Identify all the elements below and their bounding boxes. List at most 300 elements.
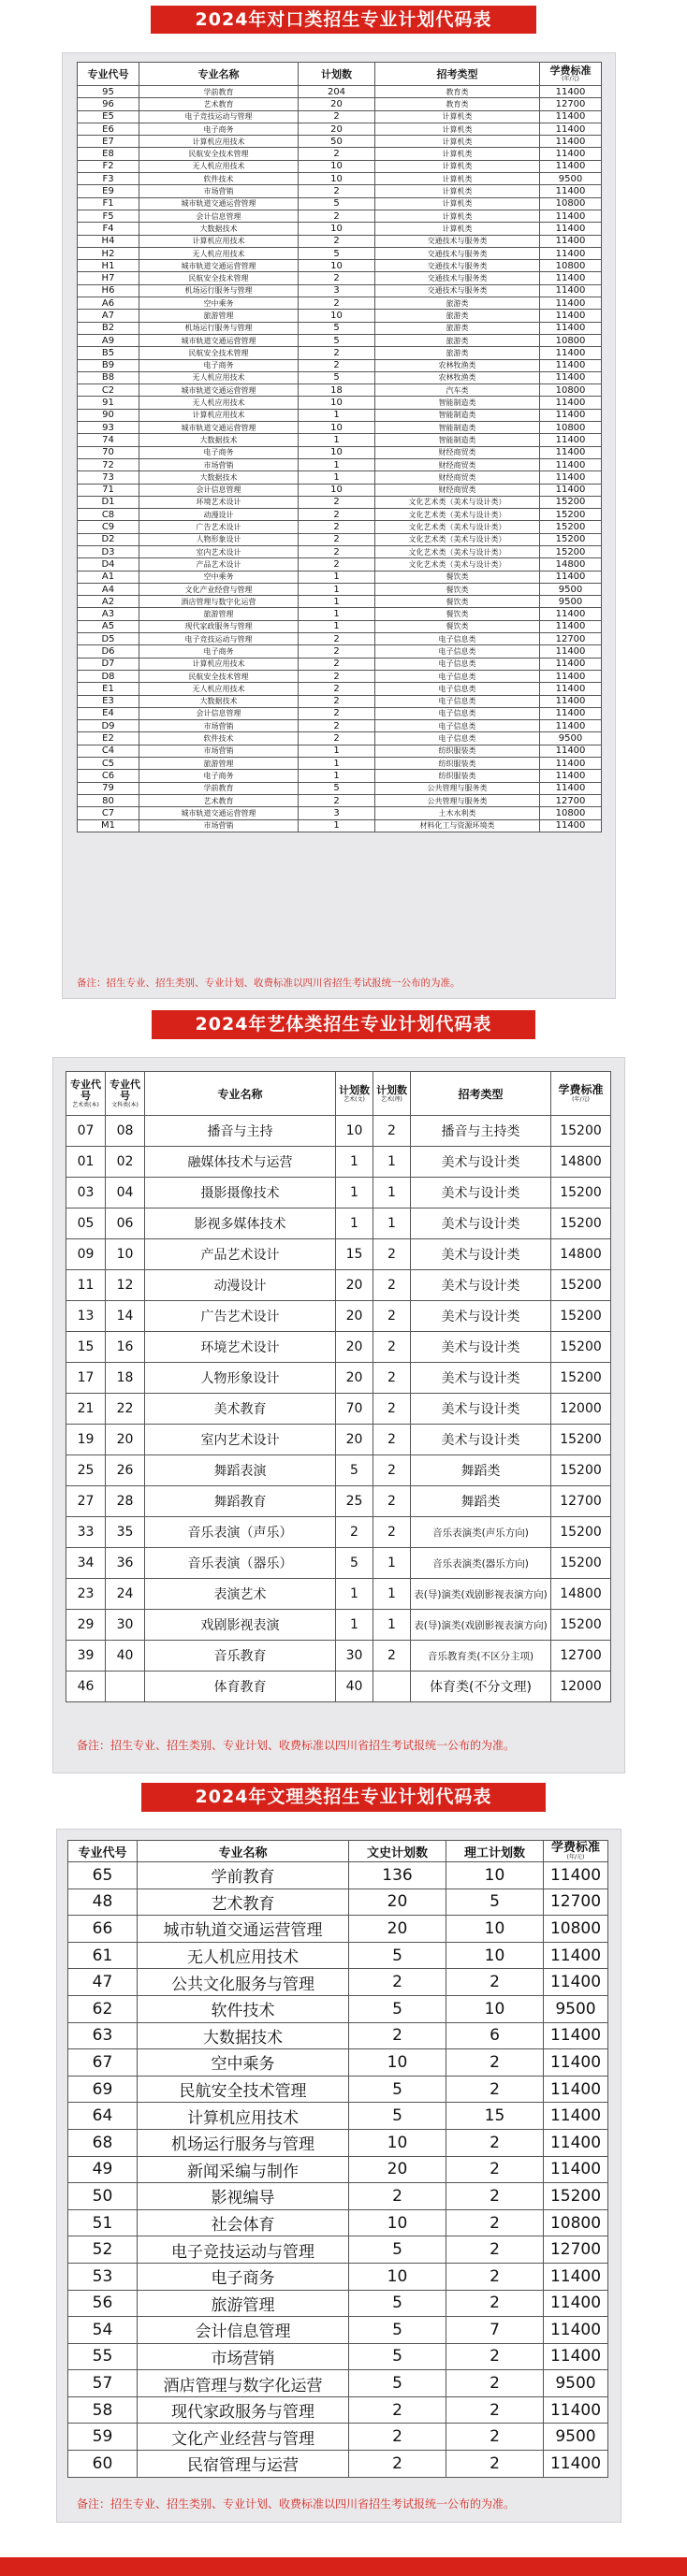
table-cell: 2 [373,1116,411,1147]
table-cell: 计算机类 [375,185,540,197]
table-cell: 15 [66,1332,106,1363]
table-cell: E6 [78,123,139,135]
table-cell: 2 [299,297,375,310]
table-cell: 46 [66,1672,106,1702]
table-cell: 美术与设计类 [411,1239,551,1270]
table-cell: 文化艺术类（美术与设计类） [375,558,540,571]
table-cell: 智能制造类 [375,434,540,446]
table-cell: 26 [106,1455,145,1486]
table-row [66,1579,611,1610]
table-cell: 5 [349,2236,446,2264]
table-cell: 市场营销 [139,720,299,732]
table-cell: 1 [336,1579,373,1610]
table-row [78,770,602,782]
table-cell: D8 [78,670,139,682]
header-fee [551,1072,611,1116]
table-cell: 39 [66,1641,106,1672]
table-cell: 播音与主持类 [411,1116,551,1147]
table-cell: 11400 [540,770,602,782]
table-cell: 空中乘务 [138,2049,349,2077]
table-cell: A7 [78,310,139,322]
table-cell: 财经商贸类 [375,484,540,496]
table-cell: 69 [68,2076,138,2103]
table-cell: 12700 [544,2236,608,2264]
table-cell: 交通技术与服务类 [375,260,540,272]
table-cell: M1 [78,819,139,832]
table-cell: 33 [66,1517,106,1548]
table-row [66,1147,611,1178]
table-cell: 2 [446,2451,544,2478]
table-row [78,819,602,832]
section-title-art-sports: 2024年艺体类招生专业计划代码表 [152,1010,535,1039]
table-cell: 64 [68,2103,138,2130]
table-row [66,1517,611,1548]
table-row [66,1363,611,1394]
table-cell: 10 [299,173,375,185]
table-cell: 11400 [544,2263,608,2290]
table-cell: 播音与主持 [145,1116,336,1147]
table-cell: 电子信息类 [375,645,540,658]
table-cell: 计算机类 [375,197,540,210]
table-cell: 无人机应用技术 [139,247,299,259]
table-cell: 软件技术 [139,173,299,185]
table-cell: 智能制造类 [375,409,540,421]
table-row [78,185,602,197]
table-cell: E5 [78,110,139,123]
table-cell: 58 [68,2396,138,2424]
table-cell: 2 [299,533,375,545]
table-row [78,397,602,409]
table-cell: 5 [349,2103,446,2130]
header-fee-label: 学费标准 [550,1841,600,1855]
table-cell: 10 [446,1862,544,1889]
table-cell: 7 [446,2317,544,2344]
table-cell: 15200 [540,521,602,533]
table-row [68,2022,608,2049]
table-cell: 电子商务 [139,123,299,135]
section-title-vocational: 2024年对口类招生专业计划代码表 [151,6,536,34]
table-cell: 12700 [551,1486,611,1517]
table-cell: 5 [299,782,375,794]
table-cell: 大数据技术 [139,223,299,235]
table-cell: 计算机应用技术 [139,409,299,421]
table-cell: 73 [78,471,139,484]
table-row [66,1486,611,1517]
table-row [78,173,602,185]
table-cell: 2 [299,272,375,284]
table-cell: 酒店管理与数字化运营 [138,2370,349,2397]
table-cell: D6 [78,645,139,658]
table-cell: 舞蹈类 [411,1455,551,1486]
table-row [66,1116,611,1147]
table-cell: 计算机类 [375,136,540,148]
table-cell: 机场运行服务与管理 [139,284,299,297]
table-cell: 11400 [540,819,602,832]
header-fee [544,1841,608,1862]
table-cell: 2 [299,347,375,359]
table-cell: 11400 [540,86,602,98]
table-row [78,458,602,470]
table-cell: 11400 [540,347,602,359]
table-cell: 20 [106,1425,145,1455]
table-cell: 10800 [540,807,602,819]
table-cell: 餐饮类 [375,620,540,632]
table-cell: 10800 [544,1916,608,1943]
table-row [68,2396,608,2424]
table-cell: 10 [299,223,375,235]
table-cell: 40 [336,1672,373,1702]
table-cell: 市场营销 [139,819,299,832]
table-cell: 15200 [551,1332,611,1363]
table-cell: B8 [78,371,139,384]
table-cell: 20 [336,1332,373,1363]
table-cell: 财经商贸类 [375,471,540,484]
table-cell: 10800 [540,197,602,210]
table-cell: 2 [349,2424,446,2451]
table-cell: 城市轨道交通运营管理 [139,197,299,210]
table-cell: 91 [78,397,139,409]
table-cell: 空中乘务 [139,571,299,583]
table-cell: 5 [349,2370,446,2397]
table-cell: 11400 [540,458,602,470]
table-row [78,371,602,384]
table-cell: 融媒体技术与运营 [145,1147,336,1178]
table-row [78,670,602,682]
table-cell: 15200 [551,1425,611,1455]
table-cell: 12700 [551,1641,611,1672]
table-row [68,2370,608,2397]
table-cell: 学前教育 [139,782,299,794]
table-cell: 1 [299,409,375,421]
table-cell: 无人机应用技术 [139,371,299,384]
table-cell: 14800 [551,1579,611,1610]
table-cell: 计算机类 [375,173,540,185]
table-cell: 1 [373,1208,411,1239]
table-cell: 城市轨道交通运营管理 [138,1916,349,1943]
table-cell: 62 [68,1995,138,2022]
table-cell: 文化艺术类（美术与设计类） [375,509,540,521]
art-sports-table [66,1071,611,1702]
table-cell: 电子商务 [138,2263,349,2290]
table-cell: 10800 [540,334,602,346]
table-cell: 25 [66,1455,106,1486]
vocational-table [77,62,602,832]
table-cell: 11400 [540,695,602,707]
table-cell: C6 [78,770,139,782]
table-cell: 11400 [544,2076,608,2103]
table-cell: 28 [106,1486,145,1517]
table-row [78,197,602,210]
table-cell: 音乐表演类(声乐方向) [411,1517,551,1548]
header-code: 专业代号 [78,63,139,86]
header-plan-sci: 理工计划数 [446,1841,544,1862]
table-row [78,571,602,583]
table-row [68,2263,608,2290]
table-cell: 美术与设计类 [411,1178,551,1208]
table-row [66,1208,611,1239]
table-cell: 1 [299,471,375,484]
table-cell: 20 [349,1889,446,1916]
table-cell: 2 [373,1425,411,1455]
table-cell: 美术与设计类 [411,1332,551,1363]
header-plan-art-label: 计划数 [339,1083,370,1096]
table-cell: 旅游类 [375,334,540,346]
table-cell: 20 [349,2156,446,2183]
table-cell: 80 [78,794,139,806]
table-cell: 2 [373,1455,411,1486]
table-cell: 10 [349,2263,446,2290]
table-cell: 财经商贸类 [375,458,540,470]
table-row [68,2290,608,2317]
table-row [78,794,602,806]
table-cell: 纺织服装类 [375,770,540,782]
table-row [68,2156,608,2183]
table-row [78,745,602,757]
table-cell: 纺织服装类 [375,745,540,757]
table-cell: C7 [78,807,139,819]
table-cell: 2 [299,633,375,645]
table-cell: 50 [68,2183,138,2210]
table-cell: 14800 [551,1147,611,1178]
table-cell: 15200 [551,1270,611,1301]
table-cell: 计算机类 [375,210,540,222]
table-cell: 02 [106,1147,145,1178]
table-cell: 10 [299,260,375,272]
table-row [78,471,602,484]
table-cell: 79 [78,782,139,794]
table-cell: 15 [446,2103,544,2130]
table-cell: 57 [68,2370,138,2397]
table-cell: 餐饮类 [375,608,540,620]
table-cell: 11400 [540,371,602,384]
table-cell: 交通技术与服务类 [375,247,540,259]
table-row [78,545,602,557]
table-cell: 10 [299,397,375,409]
table-cell: 2 [349,2451,446,2478]
table-row [68,2317,608,2344]
table-cell: 70 [336,1394,373,1425]
table-cell: 2 [373,1486,411,1517]
header-fee-label: 学费标准 [558,1083,604,1096]
table-cell: 1 [299,571,375,583]
table-cell: 06 [106,1208,145,1239]
table-cell: 2 [299,695,375,707]
table-cell: 11400 [540,670,602,682]
table-cell: 2 [349,2022,446,2049]
table-cell: 无人机应用技术 [139,397,299,409]
table-cell: 文化艺术类（美术与设计类） [375,533,540,545]
table-cell: D5 [78,633,139,645]
table-cell: 会计信息管理 [139,210,299,222]
table-cell: 2 [446,1969,544,1996]
table-cell: 17 [66,1363,106,1394]
table-row [66,1548,611,1579]
table-cell: 10 [446,1995,544,2022]
table-row [68,2129,608,2156]
table-cell: 11400 [540,272,602,284]
table-cell: 11400 [540,434,602,446]
table-cell: 动漫设计 [139,509,299,521]
table-cell: 11400 [540,247,602,259]
table-cell: 民航安全技术管理 [139,670,299,682]
header-code: 专业代号 [68,1841,138,1862]
table-cell: A6 [78,297,139,310]
table-cell: 11400 [540,160,602,172]
table-cell: 12700 [544,1889,608,1916]
table-cell: 电子信息类 [375,658,540,670]
table-cell: 美术教育 [145,1394,336,1425]
table-row [78,707,602,719]
table-cell: 11400 [540,707,602,719]
table-cell: 2 [299,545,375,557]
table-cell: 11400 [544,1969,608,1996]
table-cell: 11400 [544,2129,608,2156]
table-cell: 51 [68,2209,138,2236]
table-cell: 空中乘务 [139,297,299,310]
table-cell: 30 [106,1610,145,1641]
table-cell: 20 [299,123,375,135]
table-row [78,359,602,371]
table-cell: 城市轨道交通运营管理 [139,422,299,434]
table-cell: 旅游类 [375,322,540,334]
table-cell: 10 [349,2129,446,2156]
table-cell: 10800 [540,260,602,272]
table-cell: A2 [78,596,139,608]
table-cell: 08 [106,1116,145,1147]
table-cell: 电子信息类 [375,720,540,732]
table-cell: 3 [299,284,375,297]
table-cell: E1 [78,683,139,695]
table-cell: 59 [68,2424,138,2451]
table-cell: 90 [78,409,139,421]
table-cell: 11400 [540,210,602,222]
table-cell: 2 [373,1332,411,1363]
table-cell: 环境艺术设计 [145,1332,336,1363]
table-cell: D4 [78,558,139,571]
table-cell: 汽车类 [375,384,540,397]
table-cell: 民宿管理与运营 [138,2451,349,2478]
table-cell: 11400 [544,2343,608,2370]
table-cell: 软件技术 [139,732,299,745]
table-row [68,1916,608,1943]
table-cell: 1 [373,1548,411,1579]
table-row [78,658,602,670]
table-cell: 10 [349,2049,446,2077]
table-cell: 20 [336,1363,373,1394]
table-cell: 11400 [540,148,602,160]
table-cell: 96 [78,98,139,110]
table-cell: 2 [299,496,375,508]
table-cell: 24 [106,1579,145,1610]
table-row [68,2049,608,2077]
table-cell: 音乐表演类(器乐方向) [411,1548,551,1579]
table-cell: 10 [299,160,375,172]
table-cell: 9500 [544,2424,608,2451]
table-cell: 12000 [551,1394,611,1425]
table-cell: 民航安全技术管理 [139,148,299,160]
table-cell: 25 [336,1486,373,1517]
table-cell: H1 [78,260,139,272]
table-cell: C2 [78,384,139,397]
table-cell: 电子商务 [139,645,299,658]
table-cell: A9 [78,334,139,346]
table-cell: 1 [299,620,375,632]
table-cell: 72 [78,458,139,470]
table-cell: 74 [78,434,139,446]
table-cell: H7 [78,272,139,284]
table-row [78,98,602,110]
table-cell: 12000 [551,1672,611,1702]
table-cell: 21 [66,1394,106,1425]
table-cell: 11400 [540,745,602,757]
table-cell: 动漫设计 [145,1270,336,1301]
header-code-art-sub: 艺术类(本) [72,1101,99,1108]
table-cell: 11400 [540,110,602,123]
table-cell: 10 [299,484,375,496]
table-cell: 15200 [551,1517,611,1548]
table-cell: 计算机类 [375,223,540,235]
table-cell: D3 [78,545,139,557]
table-cell: 旅游管理 [138,2290,349,2317]
table-row [78,123,602,135]
table-cell: H4 [78,235,139,247]
table-cell: 15 [336,1239,373,1270]
table-cell: 1 [299,819,375,832]
table-cell: 15200 [551,1548,611,1579]
table-cell: 204 [299,86,375,98]
table-cell: 15200 [551,1116,611,1147]
table-cell: 9500 [540,596,602,608]
table-cell: 市场营销 [138,2343,349,2370]
table-cell: 11400 [540,782,602,794]
table-cell: 舞蹈类 [411,1486,551,1517]
table-cell: 电子信息类 [375,670,540,682]
table-cell: 2 [299,558,375,571]
table-cell: 餐饮类 [375,571,540,583]
table-cell: 5 [299,334,375,346]
table-cell: 2 [349,2183,446,2210]
header-fee [540,63,602,86]
header-fee-unit: (年/元) [572,1096,590,1103]
header-plan-art-sub: 艺术(文) [344,1095,365,1103]
table-cell: 11400 [544,1862,608,1889]
table-cell: 1 [336,1208,373,1239]
table-cell: 学前教育 [139,86,299,98]
table-cell: 2 [299,732,375,745]
table-row [78,347,602,359]
table-cell: 2 [336,1517,373,1548]
table-cell: 11400 [544,2103,608,2130]
table-cell: 体育教育 [145,1672,336,1702]
table-cell: 城市轨道交通运营管理 [139,807,299,819]
table-cell: 15200 [551,1363,611,1394]
table-cell: 71 [78,484,139,496]
table-cell: 艺术教育 [138,1889,349,1916]
table-cell: 9500 [544,1995,608,2022]
table-cell: D1 [78,496,139,508]
table-cell: 12700 [540,633,602,645]
header-name: 专业名称 [145,1072,336,1116]
table-cell: B2 [78,322,139,334]
table-cell: 土木水利类 [375,807,540,819]
table-cell: C8 [78,509,139,521]
table-cell: 2 [373,1270,411,1301]
table-cell: 5 [349,2343,446,2370]
table-cell: 12700 [540,794,602,806]
table-cell: 美术与设计类 [411,1363,551,1394]
table-cell: 旅游管理 [139,608,299,620]
table-cell: 2 [373,1363,411,1394]
